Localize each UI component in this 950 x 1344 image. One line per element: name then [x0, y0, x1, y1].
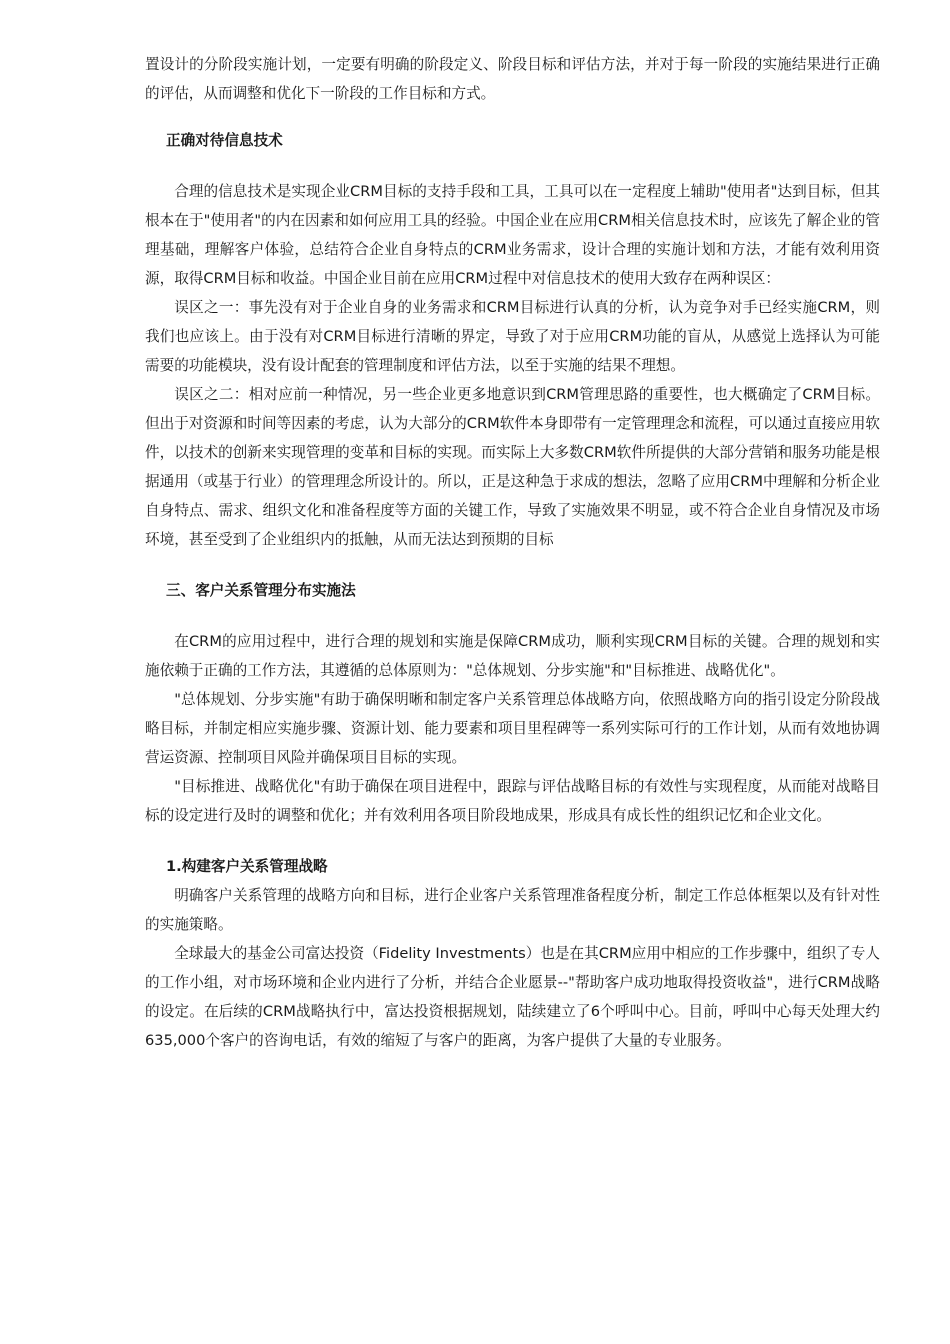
paragraph-crm-principles: 在CRM的应用过程中，进行合理的规划和实施是保障CRM成功，顺利实现CRM目标的关键。合理的规划和实施依赖于正确的工作方法，其遵循的总体原则为："总体规划、分步实施"和"目标推进、战略优化"。 — [145, 633, 880, 679]
paragraph-misconception-2: 误区之二：相对应前一种情况，另一些企业更多地意识到CRM管理思路的重要性，也大概确定了CRM目标。但出于对资源和时间等因素的考虑，认为大部分的CRM软件本身即带有一定管理理念和流程，可以通过直接应用软件，以技术的创新来实现管理的变革和目标的实现。而实际上大多数CRM软件所提供的大部分营销和服务功能是根据通用（或基于行业）的管理理念所设计的。所以，正是这种急于求成的想法，忽略了应用CRM中理解和分析企业自身特点、需求、组织文化和准备程度等方面的关键工作，导致了实施效果不明显，或不符合企业自身情况及市场环境，甚至受到了企业组织内的抵触，从而无法达到预期的目标 — [145, 386, 880, 548]
document-page — [145, 50, 880, 1055]
section-heading-it: 正确对待信息技术 — [166, 132, 283, 149]
paragraph-fidelity-example: 全球最大的基金公司富达投资（Fidelity Investments）也是在其CRM应用中相应的工作步骤中，组织了专人的工作小组，对市场环境和企业内进行了分析，并结合企业愿景--"帮助客户成功地取得投资收益"，进行CRM战略的设定。在后续的CRM战略执行中，富达投资根据规划，陆续建立了6个呼叫中心。目前，呼叫中心每天处理大约635,000个客户的咨询电话，有效的缩短了与客户的距离，为客户提供了大量的专业服务。 — [145, 945, 880, 1049]
section-heading-crm-method: 三、客户关系管理分布实施法 — [166, 582, 356, 599]
paragraph-misconception-1: 误区之一：事先没有对于企业自身的业务需求和CRM目标进行认真的分析，认为竞争对手已经实施CRM，则我们也应该上。由于没有对CRM目标进行清晰的界定，导致了对于应用CRM功能的盲从，从感觉上选择认为可能需要的功能模块，没有设计配套的管理制度和评估方法，以至于实施的结果不理想。 — [145, 299, 880, 374]
paragraph-strategy-direction: 明确客户关系管理的战略方向和目标，进行企业客户关系管理准备程度分析，制定工作总体框架以及有针对性的实施策略。 — [145, 887, 880, 933]
subsection-heading-strategy: 1.构建客户关系管理战略 — [166, 858, 328, 875]
paragraph-overall-planning: "总体规划、分步实施"有助于确保明晰和制定客户关系管理总体战略方向，依照战略方向的指引设定分阶段战略目标，并制定相应实施步骤、资源计划、能力要素和项目里程碑等一系列实际可行的工作计划，从而有效地协调营运资源、控制项目风险并确保项目目标的实现。 — [145, 691, 880, 766]
paragraph-it-intro: 合理的信息技术是实现企业CRM目标的支持手段和工具，工具可以在一定程度上辅助"使用者"达到目标，但其根本在于"使用者"的内在因素和如何应用工具的经验。中国企业在应用CRM相关信息技术时，应该先了解企业的管理基础，理解客户体验，总结符合企业自身特点的CRM业务需求，设计合理的实施计划和方法，才能有效利用资源，取得CRM目标和收益。中国企业目前在应用CRM过程中对信息技术的使用大致存在两种误区： — [145, 183, 880, 287]
paragraph-continuation: 置设计的分阶段实施计划，一定要有明确的阶段定义、阶段目标和评估方法，并对于每一阶段的实施结果进行正确的评估，从而调整和优化下一阶段的工作目标和方式。 — [145, 56, 880, 102]
paragraph-goal-driven: "目标推进、战略优化"有助于确保在项目进程中，跟踪与评估战略目标的有效性与实现程度，从而能对战略目标的设定进行及时的调整和优化；并有效利用各项目阶段地成果，形成具有成长性的组织记忆和企业文化。 — [145, 778, 880, 824]
